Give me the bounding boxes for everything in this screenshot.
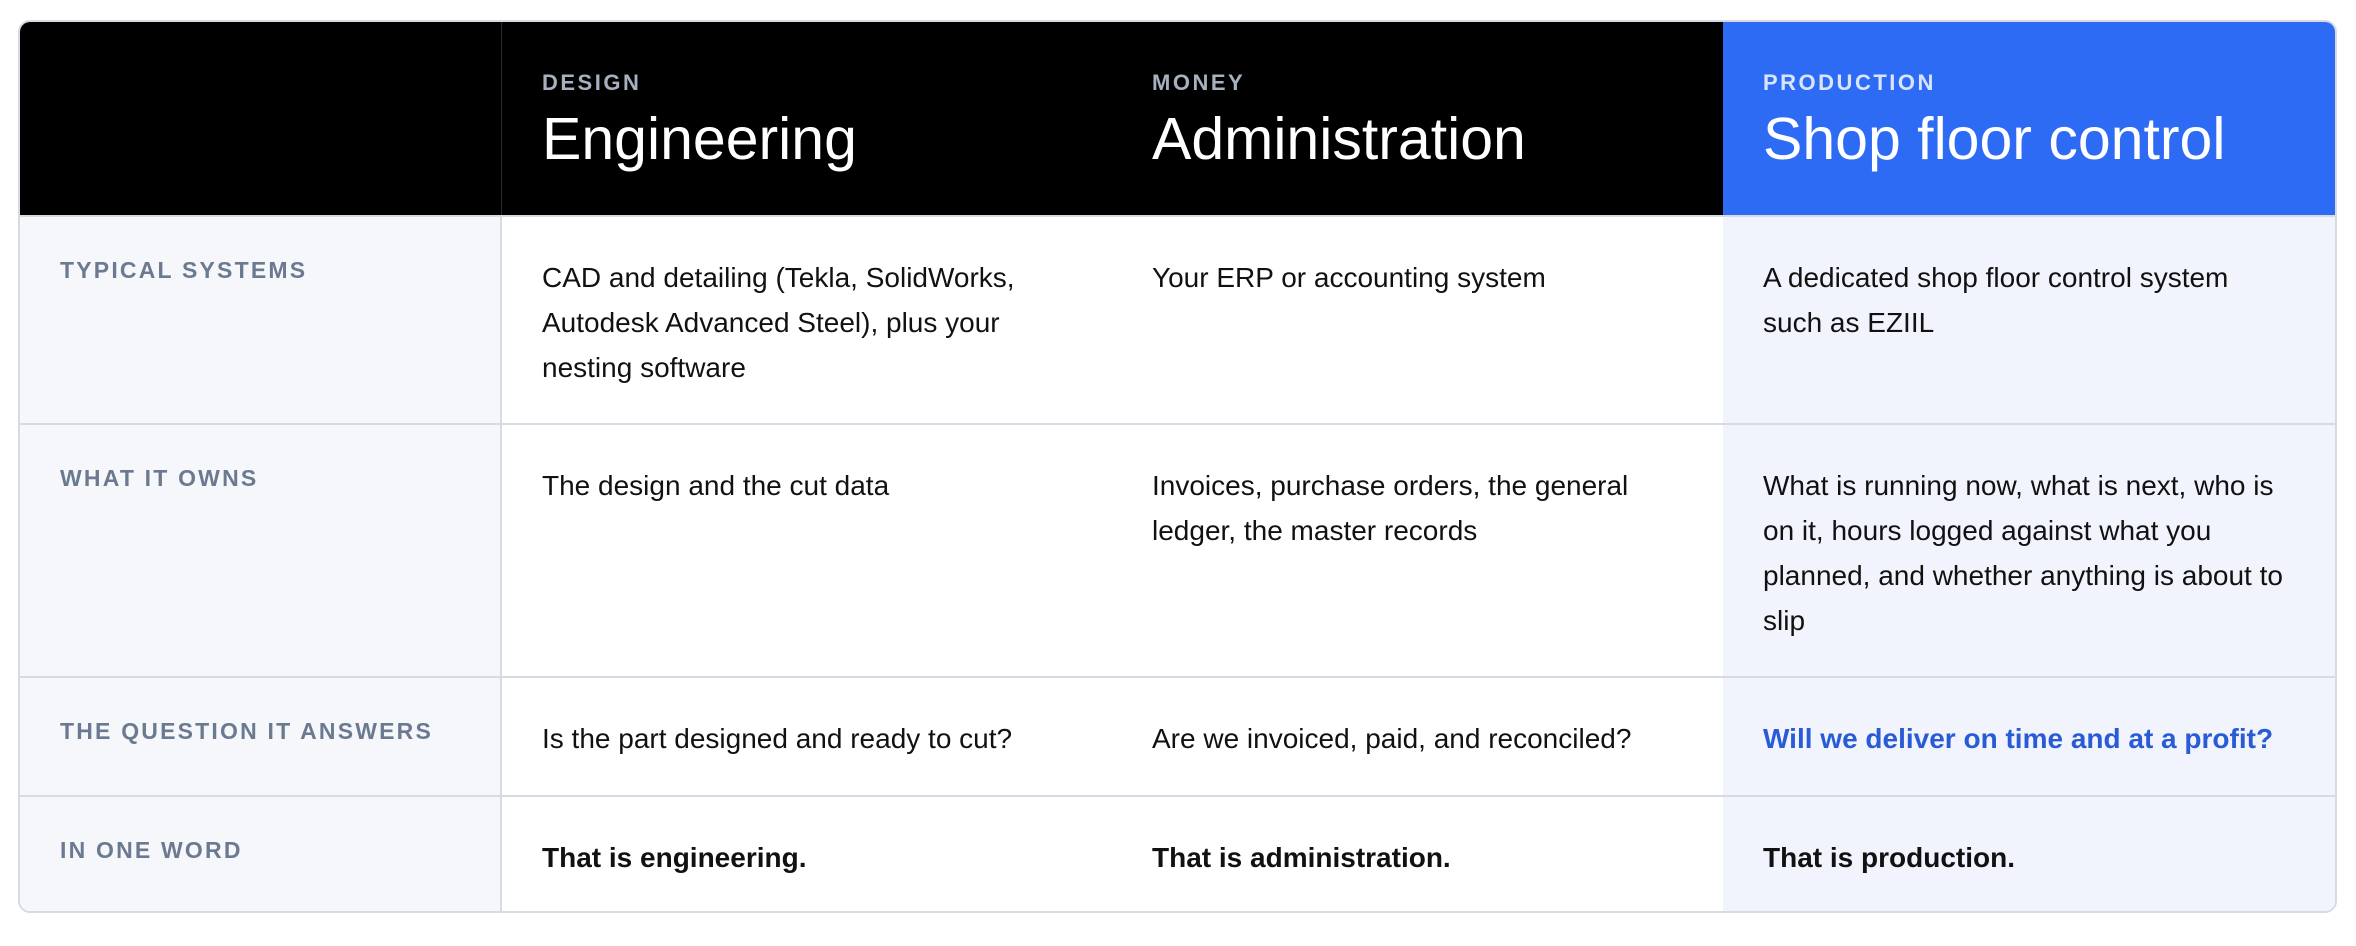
column-title: Administration xyxy=(1152,106,1526,172)
row-label-question-it-answers xyxy=(20,676,502,795)
cell-text: CAD and detailing (Tekla, SolidWorks, Autodesk Advanced Steel), plus your nesting software xyxy=(542,262,1015,383)
cell-text: Your ERP or accounting system xyxy=(1152,262,1546,293)
comparison-table xyxy=(18,20,2337,913)
cell-text: That is engineering. xyxy=(542,842,807,873)
cell-text: That is production. xyxy=(1763,842,2015,873)
column-kicker: PRODUCTION xyxy=(1763,70,1936,95)
table-cell-highlight xyxy=(1723,676,2335,795)
row-label-typical-systems xyxy=(20,215,502,423)
cell-text: A dedicated shop floor control system such as EZIIL xyxy=(1763,262,2229,338)
cell-text: Are we invoiced, paid, and reconciled? xyxy=(1152,723,1632,754)
column-kicker: DESIGN xyxy=(542,70,642,95)
column-header-administration xyxy=(1112,22,1723,215)
table-cell xyxy=(502,676,1112,795)
cell-text: Invoices, purchase orders, the general ledger, the master records xyxy=(1152,470,1629,546)
cell-text: What is running now, what is next, who is on it, hours logged against what you planned, and whether anything is about to slip xyxy=(1763,470,2283,636)
row-label-in-one-word xyxy=(20,795,502,913)
cell-text: Is the part designed and ready to cut? xyxy=(542,723,1013,754)
header-corner xyxy=(20,22,502,215)
cell-text: The design and the cut data xyxy=(542,470,890,501)
cell-text: That is administration. xyxy=(1152,842,1451,873)
table-cell xyxy=(502,795,1112,913)
column-title: Shop floor control xyxy=(1763,106,2226,172)
table-cell xyxy=(1112,423,1723,676)
row-label-what-it-owns xyxy=(20,423,502,676)
table-cell xyxy=(1112,676,1723,795)
table-cell-highlight xyxy=(1723,423,2335,676)
comparison-grid xyxy=(20,22,2335,911)
column-header-engineering xyxy=(502,22,1112,215)
key-answer-text: Will we deliver on time and at a profit? xyxy=(1763,723,2274,754)
row-label-text: IN ONE WORD xyxy=(60,837,243,863)
row-label-text: TYPICAL SYSTEMS xyxy=(60,257,308,283)
table-cell-highlight xyxy=(1723,215,2335,423)
row-label-text: THE QUESTION IT ANSWERS xyxy=(60,718,434,744)
row-label-text: WHAT IT OWNS xyxy=(60,465,259,491)
column-header-shop-floor-control xyxy=(1723,22,2335,215)
column-kicker: MONEY xyxy=(1152,70,1246,95)
table-cell-highlight xyxy=(1723,795,2335,913)
table-cell xyxy=(1112,795,1723,913)
column-title: Engineering xyxy=(542,106,857,172)
table-cell xyxy=(502,423,1112,676)
table-cell xyxy=(502,215,1112,423)
table-cell xyxy=(1112,215,1723,423)
